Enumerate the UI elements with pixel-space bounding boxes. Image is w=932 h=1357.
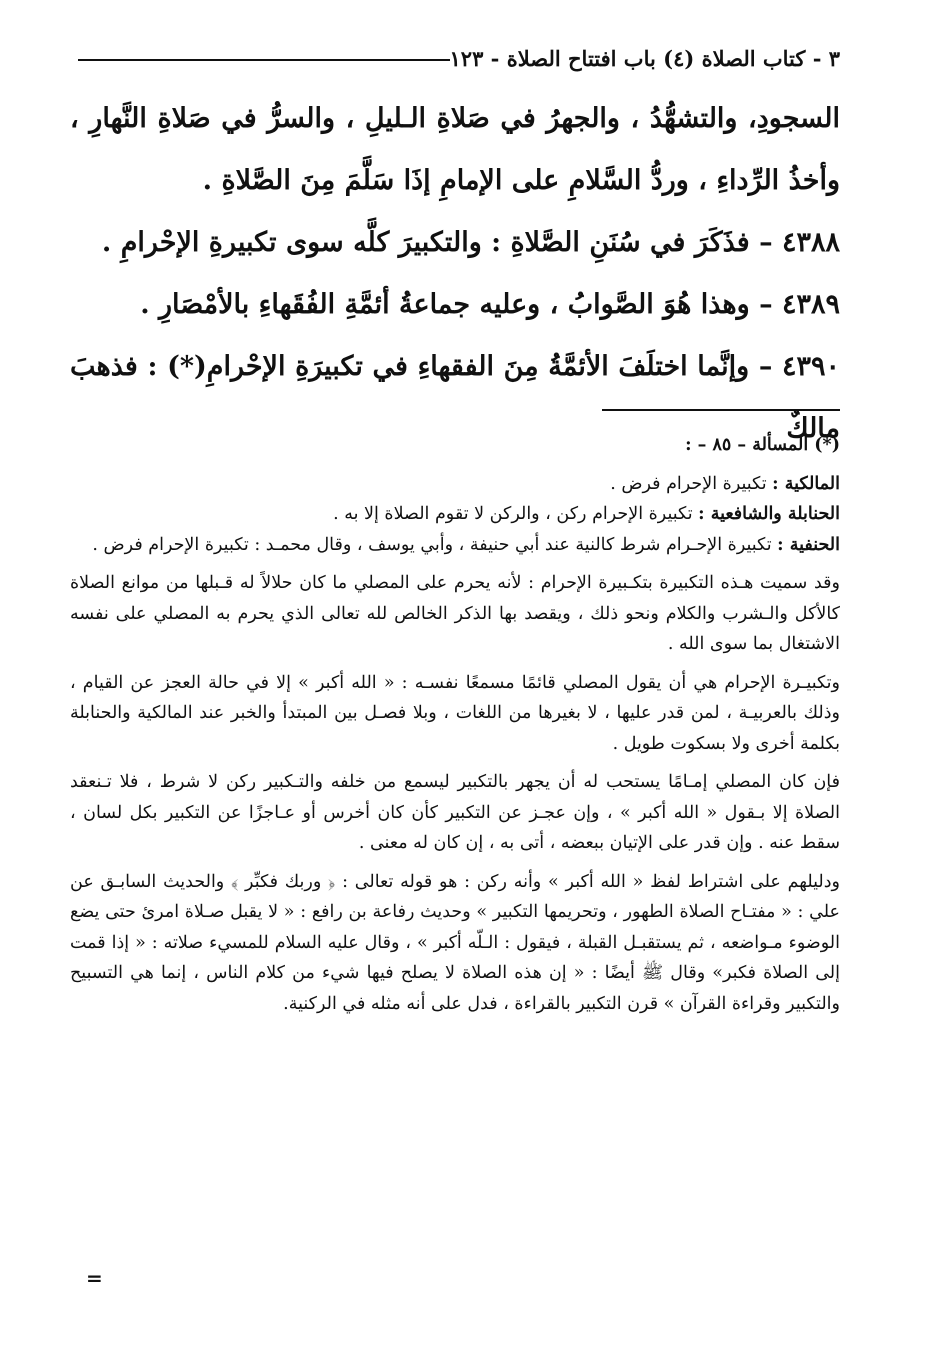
school-name: الحنابلة والشافعية : — [698, 504, 840, 524]
school-name: الحنفية : — [777, 534, 840, 555]
school-name: المالكية : — [772, 473, 840, 494]
main-paragraph: السجودِ، والتشهُّدُ ، والجهرُ في صَلاةِ الـليلِ ، والسرُّ في صَلاةِ النَّهارِ ، وأخذُ الرِّداءِ ، وردُّ السَّلامِ على الإمامِ إذَا سَلَّمَ مِنَ الصَّلاةِ . — [70, 103, 840, 196]
school-maliki — [70, 469, 840, 500]
main-paragraph-4388: ٤٣٨٨ – فذَكَرَ في سُنَنِ الصَّلاةِ : والتكبيرَ كلَّه سوى تكبيرةِ الإحْرامِ . — [101, 227, 840, 258]
school-text: تكبيرة الإحـرام شرط كالنية عند أبي حنيفة ، وأبي يوسف ، وقال محمـد : تكبيرة الإحرام فرض . — [92, 534, 778, 555]
footnote-paragraph: فإن كان المصلي إمـامًا يستحب له أن يجهر بالتكبير ليسمع من خلفه والتـكبير ركن لا شرط ، فلا تـنعقد الصلاة إلا بـقول « الله أكبر » ، وإن عجـز عن التكبير كأن كان أخرس أو عـاجزًا عن التكبير بكل لسان ، سقط عنه . وإن قدر على الإتيان ببعضه ، أتى به ، إن كان له معنى . — [70, 772, 840, 853]
footnote-paragraph: وتكبيـرة الإحرام هي أن يقول المصلي قائمًا مسمعًا نفسـه : « الله أكبر » إلا في حالة العجز عن القيام ، وذلك بالعربيـة ، لمن قدر عليها ، لا بغيرها من اللغات ، وبلا فصـل بين المبتدأ والخبر عند المالكية والحنابلة بكلمة أخرى ولا بسكوت طويل . — [70, 672, 840, 754]
footnotes — [70, 430, 840, 1019]
running-header — [78, 44, 840, 74]
footnote-paragraph: وقد سميت هـذه التكبيرة بتكـبيرة الإحرام : لأنه يحرم على المصلي ما كان حلالاً له قـبلها من موانع الصلاة كالأكل والـشرب والكلام ونحو ذلك ، ويقصد بها الذكر الخالص لله تعالى الذي يحرم به المصلي على نفسه الاشتغال بما سوى الله . — [70, 573, 840, 654]
continuation-mark: = — [86, 1266, 103, 1290]
school-text: تكبيرة الإحرام ركن ، والركن لا تقوم الصلاة إلا به . — [333, 504, 699, 524]
header-title: ٣ - كتاب الصلاة (٤) باب افتتاح الصلاة - ١٢٣ — [449, 46, 840, 71]
main-paragraph-4390: ٤٣٩٠ – وإنَّما اختلَفَ الأئمَّةُ مِنَ الفقهاءِ في تكبيرَةِ الإحْرامِ(*) : فذهبَ مالكٌ — [70, 351, 840, 444]
footnote-paragraph: ودليلهم على اشتراط لفظ « الله أكبر » وأنه ركن : هو قوله تعالى : ﴿ وربك فكبِّر ﴾ والحديث السابـق عن علي : « مفتـاح الصلاة الطهور ، وتحريمها التكبير » وحديث رفاعة بن رافع : « لا يقبل صـلاة امرئ حتى يضع الوضوء مـواضعه ، ثم يستقبـل القبلة ، فيقول : الـلّه أكبر » ، وقال عليه السلام للمسيء صلاته : « إذا قمت إلى الصلاة فكبر» وقال ﷺ أيضًا : « إن هذه الصلاة لا يصلح فيها شيء من كلام الناس ، إنما هي التسبيح والتكبير وقراءة القرآن » قرن التكبير بالقراءة ، فدل على أنه مثله في الركنية. — [70, 871, 840, 1014]
school-hanbali-shafii — [70, 499, 840, 530]
footnote-rule — [602, 409, 840, 411]
main-paragraph-4389: ٤٣٨٩ – وهذا هُوَ الصَّوابُ ، وعليه جماعةُ أئمَّةِ الفُقَهاءِ بالأمْصَارِ . — [140, 289, 840, 320]
footnote-heading: (*) المسألة – ٨٥ – : — [685, 435, 840, 455]
header-rule — [78, 59, 450, 61]
school-hanafi — [70, 530, 840, 561]
main-text — [70, 88, 840, 460]
school-text: تكبيرة الإحرام فرض . — [610, 473, 773, 494]
